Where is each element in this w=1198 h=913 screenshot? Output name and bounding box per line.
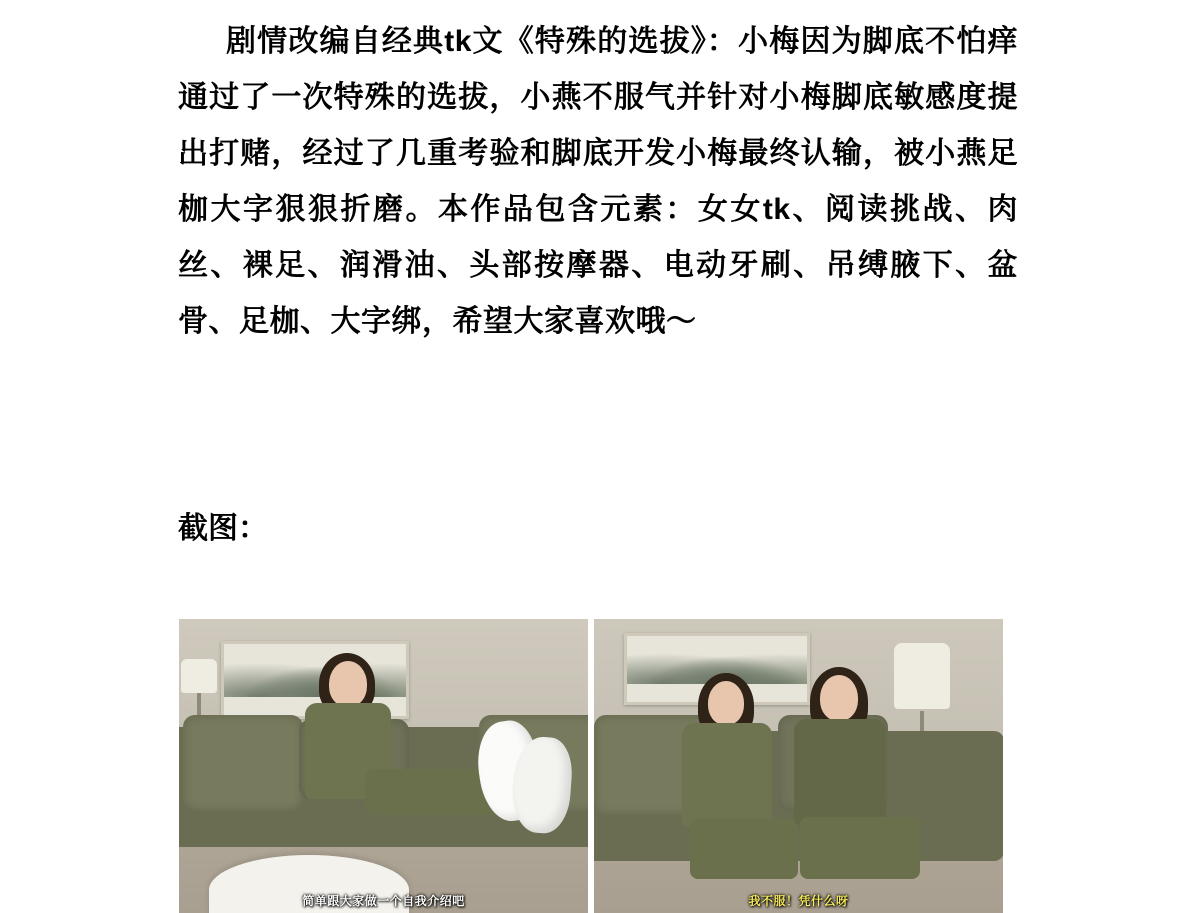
subtitle-left: 简单跟大家做一个自我介绍吧 <box>302 894 465 908</box>
person-a-uniform <box>682 723 772 827</box>
floor-lamp-shade <box>181 659 217 693</box>
person-b-head <box>820 675 858 721</box>
subtitle-right: 我不服！凭什么呀 <box>748 894 849 908</box>
painting-mountains <box>224 657 406 697</box>
description-text: 剧情改编自经典tk文《特殊的选拔》：小梅因为脚底不怕痒通过了一次特殊的选拔，小燕不服气并针对小梅脚底敏感度提出打赌，经过了几重考验和脚底开发小梅最终认输，被小燕足枷大字狠狠折磨。本作品包含元素：女女tk、阅读挑战、肉丝、裸足、润滑油、头部按摩器、电动牙刷、吊缚腋下、盆骨、足枷、大字绑，希望大家喜欢哦～ <box>178 25 1018 338</box>
screenshot-gallery <box>179 619 1003 913</box>
person-b-legs <box>800 817 920 879</box>
person-b-uniform <box>794 719 886 825</box>
person-head <box>329 661 367 707</box>
screenshot-right[interactable] <box>594 619 1003 913</box>
person-a-head <box>708 681 744 725</box>
floor-lamp-shade <box>894 643 950 709</box>
description-block <box>178 14 1018 350</box>
person-a-legs <box>690 819 798 879</box>
screenshot-left[interactable] <box>179 619 588 913</box>
sofa-cushion-left <box>183 715 303 811</box>
screenshot-section-label: 截图： <box>178 512 268 545</box>
